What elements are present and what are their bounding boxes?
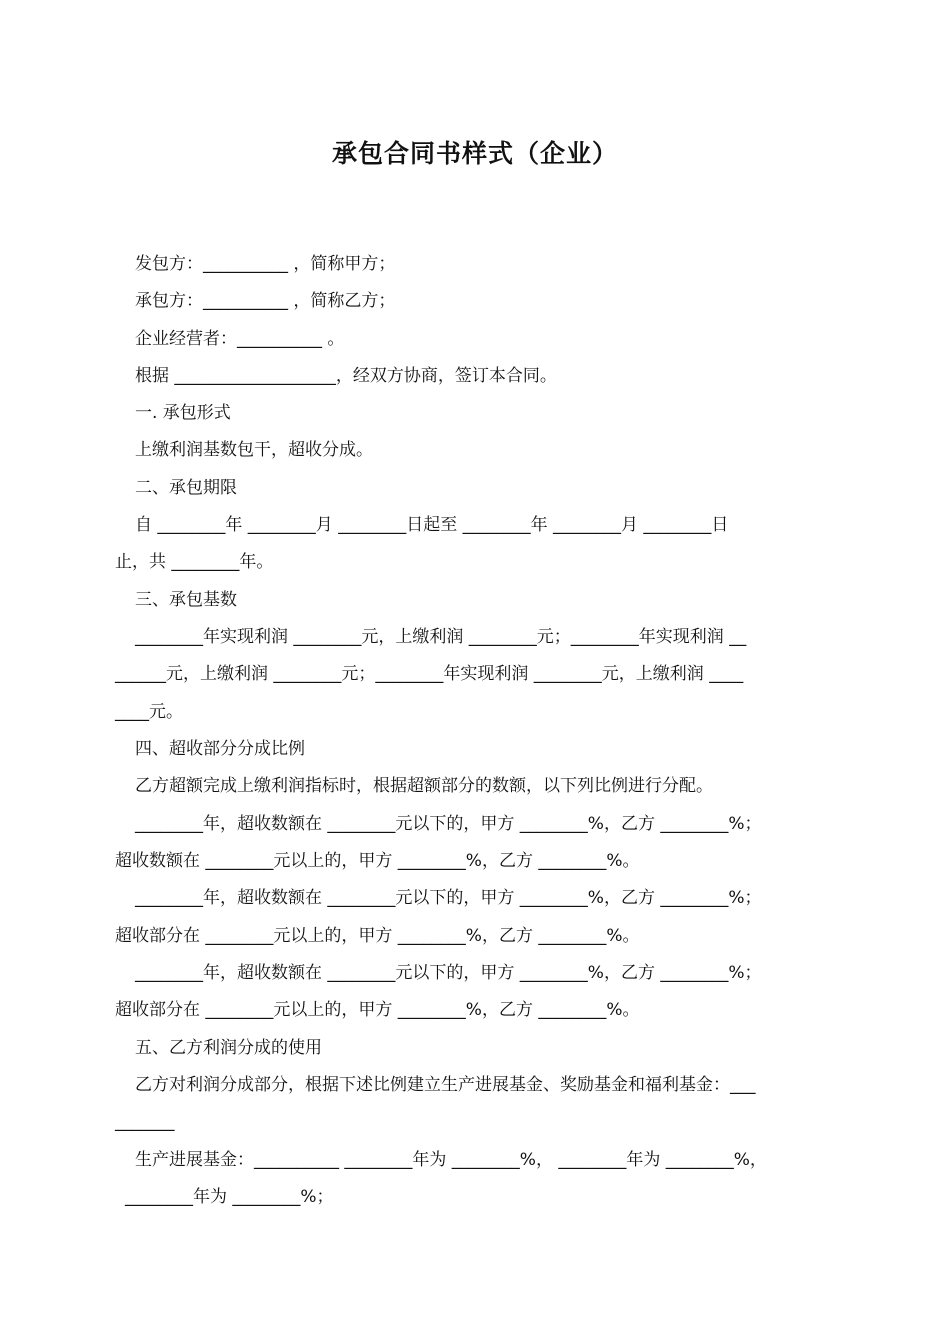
party-a-line: 发包方：__________ ，简称甲方； — [135, 254, 396, 274]
section-4-row-1a: ________年，超收数额在 ________元以下的，甲方 ________%，乙方 ________%； — [135, 814, 762, 834]
operator-line: 企业经营者：__________ 。 — [135, 329, 345, 349]
section-4-intro: 乙方超额完成上缴利润指标时，根据超额部分的数额，以下列比例进行分配。 — [135, 776, 713, 796]
section-3-body-line-2: ______元，上缴利润 ________元；________年实现利润 ________元，上缴利润 ____ — [115, 664, 744, 684]
section-4-row-3b: 超收部分在 ________元以上的，甲方 ________%，乙方 ________%。 — [115, 1000, 640, 1020]
section-5-heading: 五、乙方利润分成的使用 — [135, 1038, 322, 1058]
production-fund-line-1: 生产进展基金：__________ ________年为 ________%， ________年为 ________%， — [135, 1150, 767, 1170]
basis-line: 根据 ___________________，经双方协商，签订本合同。 — [135, 366, 557, 386]
section-1-heading: 一. 承包形式 — [135, 403, 231, 423]
section-3-body-line-1: ________年实现利润 ________元，上缴利润 ________元；________年实现利润 __ — [135, 627, 747, 647]
section-4-row-2b: 超收部分在 ________元以上的，甲方 ________%，乙方 ________%。 — [115, 926, 640, 946]
section-2-heading: 二、承包期限 — [135, 478, 237, 498]
section-4-row-2a: ________年，超收数额在 ________元以下的，甲方 ________%，乙方 ________%； — [135, 888, 762, 908]
party-b-line: 承包方：__________ ，简称乙方； — [135, 291, 396, 311]
section-4-heading: 四、超收部分分成比例 — [135, 739, 305, 759]
section-3-body-line-3: ____元。 — [115, 702, 183, 722]
section-5-body-line-1: 乙方对利润分成部分，根据下述比例建立生产进展基金、奖励基金和福利基金：___ — [135, 1075, 756, 1095]
section-4-row-1b: 超收数额在 ________元以上的，甲方 ________%，乙方 ________%。 — [115, 851, 640, 871]
section-1-body: 上缴利润基数包干，超收分成。 — [135, 440, 373, 460]
section-5-body-line-2: _______ — [115, 1112, 175, 1132]
section-2-body-line-2: 止，共 ________年。 — [115, 552, 274, 572]
section-4-row-3a: ________年，超收数额在 ________元以下的，甲方 ________%，乙方 ________%； — [135, 963, 762, 983]
production-fund-line-2: ________年为 ________%； — [125, 1187, 334, 1207]
section-2-body-line-1: 自 ________年 ________月 ________日起至 ________年 ________月 ________日 — [135, 515, 729, 535]
section-3-heading: 三、承包基数 — [135, 590, 237, 610]
document-title: 承包合同书样式（企业） — [331, 139, 618, 168]
